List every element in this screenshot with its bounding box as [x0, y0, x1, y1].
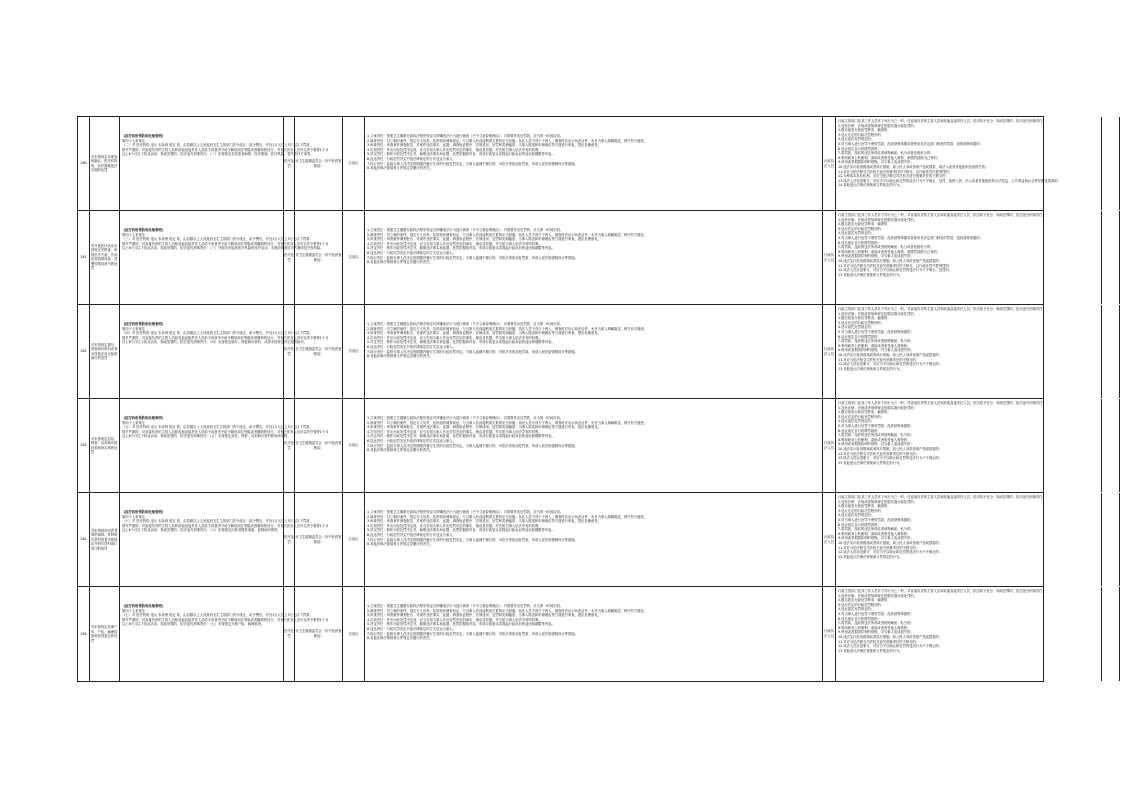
- department-cell: [295, 399, 343, 492]
- text-line: 11.对应当依法移交司法机关追究刑事责任的不移交的；: [838, 545, 920, 550]
- text-line: 9.使用或者损毁扣押的财物，对当事人造成损失的；: [838, 348, 914, 353]
- level: 自治区: [348, 349, 359, 354]
- text-line: 第四十七条规定: [122, 326, 146, 331]
- text-line: 12.执法人员玩忽职守，对应当予以制止和处罚的违法行为不予制止的；: [838, 644, 943, 649]
- text-line: 2.调查责任：对立案的案件，指定专人负责，及时组织调查取证，与当事人有直接利害关系的应当回避。执法人员不得少于两人，调查时应出示执法证件，允许当事人辩解陈述，保守有关秘密。: [367, 608, 648, 613]
- text-line: （二）对 医疗机构 违反 本条例 规定 的，由县级以上人民政府卫生主管部门责令改正，给予警告，并处1万元以上5万元以下罚款；: [122, 143, 313, 148]
- accountability-text: [838, 401, 1099, 465]
- row-number-cell: [78, 305, 90, 398]
- accountability-cell: [836, 493, 1102, 586]
- text-line: 8.其他法律法规规章文件规定应履行的责任。: [367, 260, 433, 265]
- text-line: 5.对当事人进行处罚不使用罚款、没收财物单据或者使用非法定部门制发的罚款、没收财物单据的；: [838, 141, 983, 146]
- text-line: 10.违法实行检查措施或者执行措施，给公民人身或者财产造成损害的；: [838, 258, 943, 263]
- text-line: 10.违法实行检查措施或者执行措施，给公民人身或者财产造成损害的；: [838, 446, 943, 451]
- responsibility-text: [367, 416, 820, 453]
- row-number-cell: [78, 399, 90, 492]
- text-line: 8.利用职务上的便利，索取或者收受他人财物、收缴罚款据为己有的；: [838, 155, 941, 160]
- department-cell: [295, 587, 343, 681]
- accountability-text: [838, 495, 1099, 559]
- text-line: 情节严重的，对直接负责的主管人员和其他直接责任人员给予或者责令给予降低岗位等级或者撤职的处分，对有关医务人员可以责令暂停1个月: [122, 241, 329, 246]
- level: 自治区: [348, 443, 359, 448]
- responsibility-cell: [365, 493, 823, 586]
- text-line: 1.没有法律、法规或者规章规定依据实施行政处罚的；: [838, 123, 917, 128]
- note-cell: [1102, 117, 1120, 210]
- text-line: 13.其他违反法律法规规章文件规定的行为。: [838, 366, 903, 371]
- text-line: 2.调查责任：对立案的案件，指定专人负责，及时组织调查取证，与当事人有直接利害关系的应当回避。执法人员不得少于两人，调查时应出示执法证件，允许当事人辩解陈述，保守有关秘密。: [367, 514, 648, 519]
- law-title: 《医疗纠纷预防和处理条例》: [122, 228, 165, 232]
- responsibility-text: [367, 134, 820, 171]
- text-line: 5.决定责任：制作行政处罚决定书，载明违法事实和证据、处罚依据和内容、申请行政复议或提起行政诉讼的途径和期限等内容。: [367, 340, 555, 345]
- text-line: 3.审查责任：审查案件调查报告，对案件违法事实、证据、调查取证程序、法律适用、处罚种类和幅度、当事人陈述和申辩理由等方面进行审查，提出处理意见。: [367, 237, 601, 242]
- text-line: 6.送达责任：行政处罚决定书按法律规定的方式送达当事人。: [367, 156, 456, 161]
- text-line: （三）对 医疗机构 违反 本条例 规定 的，由县级以上人民政府卫生主管部门责令改正，给予警告，并处1万元以上5万元以下罚款；: [122, 237, 313, 242]
- text-line: 2.擅自改变行政处罚种类、幅度的；: [838, 128, 891, 133]
- text-line: 3.违反法定的行政处罚程序的；: [838, 132, 885, 137]
- power-type: 医疗处罚: [284, 252, 294, 262]
- text-line: 13.其他违反法律法规规章文件规定的行为。: [838, 272, 903, 277]
- text-line: 1.没有法律、法规或者规章规定依据实施行政处罚的；: [838, 311, 917, 316]
- responsibility-text: [367, 604, 820, 641]
- text-line: （五）对 医疗机构 违反 本条例 规定 的，由县级以上人民政府卫生主管部门责令改正，给予警告，并处1万元以上5万元以下罚款；: [122, 425, 313, 430]
- text-line: 1.立案责任：按照卫生健康行政执法程序规定对涉嫌违法行为进行调查（不予立案说明理由）；对需要作出处罚的，应当第一时间告知。: [367, 134, 564, 138]
- text-line: 3.违反法定的行政处罚程序的；: [838, 320, 885, 325]
- accountability-cell: [836, 587, 1102, 681]
- note-cell: [1102, 399, 1120, 492]
- text-line: 7.将罚款、没收的违法所得或者财物截留、私分的；: [838, 433, 914, 438]
- text-line: 6.违反规定自行收缴罚款的；: [838, 522, 881, 527]
- responsible-person-cell: [823, 493, 836, 586]
- text-line: 7.执行责任：监督当事人在决定的期限内履行生效的行政处罚决定。当事人逾期不履行的，可依法采取加处罚款、申请人民法院强制执行等措施。: [367, 161, 578, 166]
- item-name: 对未按规定填写、保管病历资料或者未按规定补记抢救病历的处罚: [91, 342, 118, 361]
- row-number-cell: [78, 493, 90, 586]
- text-line: 8.其他法律法规规章文件规定应履行的责任。: [367, 354, 433, 359]
- text-line: 以上6个月以下执业活动；构成犯罪的，依法追究刑事责任：（七）未按规定开展尸检、病理检查。: [122, 622, 265, 627]
- responsible-person: 行政执法人员: [824, 346, 834, 356]
- department-cell: [295, 117, 343, 210]
- text-line: 行政主管部门及其工作人员有下列行为之一的，对直接负责的主管人员和其他直接责任人员，依法给予处分；构成犯罪的，依法追究刑事责任：: [838, 401, 1046, 405]
- text-line: 情节严重的，对直接负责的主管人员和其他直接责任人员给予或者责令给予降低岗位等级或者撤职的处分，对有关医务人员可以责令暂停1个月: [122, 617, 329, 622]
- level-cell: [343, 493, 365, 586]
- accountability-text: [838, 589, 1099, 653]
- law-title: 《医疗纠纷预防和处理条例》: [122, 416, 165, 420]
- note-cell: [1102, 493, 1120, 586]
- responsibility-cell: [365, 399, 823, 492]
- text-line: 5.对当事人进行处罚不使用罚款、没收财物单据的；: [838, 611, 914, 616]
- department: 市卫生健康委员会（市中医药管理局）: [295, 158, 342, 168]
- text-line: 6.违反规定自行收缴罚款的；: [838, 146, 881, 151]
- text-line: 5.决定责任：制作行政处罚决定书，载明违法事实和证据、处罚依据和内容、申请行政复议或提起行政诉讼的途径和期限等内容。: [367, 246, 555, 251]
- responsibility-cell: [365, 211, 823, 304]
- text-line: 第四十七条规定: [122, 420, 146, 425]
- text-line: 8.利用职务上的便利，索取或者收受他人财物的；: [838, 437, 911, 442]
- item-name-cell: [90, 587, 120, 681]
- power-type-cell: [284, 117, 295, 210]
- text-line: 1.立案责任：按照卫生健康行政执法程序规定对涉嫌违法行为进行调查（不予立案说明理由）；对需要作出处罚的，应当第一时间告知。: [367, 228, 564, 232]
- text-line: 6.送达责任：行政处罚决定书按法律规定的方式送达当事人。: [367, 532, 456, 537]
- text-line: 9.使用或者损毁扣押的财物，对当事人造成损失的；: [838, 536, 914, 541]
- text-line: 4.违反委托处罚规定的；: [838, 325, 875, 330]
- text-line: 2.调查责任：对立案的案件，指定专人负责，及时组织调查取证，与当事人有直接利害关系的应当回避。执法人员不得少于两人，调查时应出示执法证件，允许当事人辩解陈述，保守有关秘密。: [367, 232, 648, 237]
- text-line: 6.送达责任：行政处罚决定书按法律规定的方式送达当事人。: [367, 250, 456, 255]
- law-title: 《医疗纠纷预防和处理条例》: [122, 134, 165, 138]
- text-line: 5.决定责任：制作行政处罚决定书，载明违法事实和证据、处罚依据和内容、申请行政复议或提起行政诉讼的途径和期限等内容。: [367, 152, 555, 157]
- department-cell: [295, 305, 343, 398]
- department-cell: [295, 211, 343, 304]
- text-line: 以上6个月以下执业活动；构成犯罪的，依法追究刑事责任：（三）开展具有较高医疗风险的诊疗活动，未提前预备应对方案防范突发风险。: [122, 246, 324, 251]
- level-cell: [343, 399, 365, 492]
- text-line: 4.告知责任：作出行政处罚决定前，应当告知当事人作出处罚决定的事实、理由及依据，并告知当事人依法享有的权利。: [367, 617, 542, 622]
- power-type: 医疗处罚: [284, 346, 294, 356]
- accountability-text: [838, 213, 1099, 277]
- legal-basis-text: [122, 420, 329, 439]
- text-line: 11.对应当依法移交司法机关追究刑事责任的不移交，以行政处罚代替刑罚的；: [838, 263, 953, 268]
- text-line: 8.利用职务上的便利，索取或者收受他人财物的；: [838, 343, 911, 348]
- text-line: 8.利用职务上的便利，索取或者收受他人财物、收缴罚款据为己有的；: [838, 249, 941, 254]
- text-line: 7.将罚款、没收的违法所得或者财物截留、私分或者变相私分的；: [838, 151, 934, 156]
- row-number: 260: [80, 161, 87, 166]
- text-line: 8.利用职务上的便利，索取或者收受他人财物的；: [838, 531, 911, 536]
- text-line: 行政主管部门及其工作人员有下列行为之一的，对直接负责的主管人员和其他直接责任人员，依法给予处分；构成犯罪的，依法追究刑事责任：: [838, 213, 1046, 217]
- text-line: 11.对应当依法移交司法机关追究刑事责任的不移交的；: [838, 639, 920, 644]
- responsibility-cell: [365, 117, 823, 210]
- text-line: 9.使用或者损毁扣押的财物，对当事人造成损失的；: [838, 630, 914, 635]
- text-line: （六）对 医疗机构 违反 本条例 规定 的，由县级以上人民政府卫生主管部门责令改正，给予警告，并处1万元以上5万元以下罚款；: [122, 519, 313, 524]
- text-line: 12.执法人员玩忽职守，对应当予以制止和处罚的违法行为不予制止的；: [838, 456, 943, 461]
- text-line: 10.违法实行检查措施或者执行措施，给公民人身或者财产造成损害的；: [838, 352, 943, 357]
- text-line: 8.其他法律法规规章文件规定应履行的责任。: [367, 166, 433, 171]
- text-line: 13.执法人员玩忽职守，对应当予以制止和处罚的违法行为不予制止、处罚，致使公民、法人或者其他组织的合法权益、公共利益和社会秩序遭受损害的；: [838, 178, 1061, 183]
- responsibility-table: [77, 116, 1061, 682]
- responsibility-text: [367, 510, 820, 547]
- text-line: 3.违反法定的行政处罚程序的；: [838, 226, 885, 231]
- text-line: 以上6个月以下执业活动；构成犯罪的，依法追究刑事责任：（四）未按规定填写、保管病历资料，或者未按规定补记抢救病历。: [122, 340, 308, 345]
- text-line: 7.将罚款、没收的违法所得或者财物截留、私分或者变相私分的；: [838, 245, 934, 250]
- text-line: 行政主管部门及其工作人员有下列行为之一的，对直接负责的主管人员和其他直接责任人员，依法给予处分；构成犯罪的，依法追究刑事责任：: [838, 119, 1046, 123]
- text-line: 7.将罚款、没收的违法所得或者财物截留、私分的；: [838, 621, 914, 626]
- text-line: 4.违反委托处罚规定的；: [838, 137, 875, 142]
- legal-basis-text: [122, 514, 329, 533]
- responsible-person-cell: [823, 399, 836, 492]
- text-line: 1.立案责任：按照卫生健康行政执法程序规定对涉嫌违法行为进行调查（不予立案说明理由）；对需要作出处罚的，应当第一时间告知。: [367, 416, 564, 420]
- level: 自治区: [348, 161, 359, 166]
- text-line: 6.送达责任：行政处罚决定书按法律规定的方式送达当事人。: [367, 626, 456, 631]
- text-line: 12.执法人员玩忽职守，对应当予以制止和处罚的违法行为不予制止的；: [838, 550, 943, 555]
- text-line: 9.使用或者损毁扣押的财物，对当事人造成损失的；: [838, 254, 914, 259]
- level-cell: [343, 117, 365, 210]
- text-line: 3.审查责任：审查案件调查报告，对案件违法事实、证据、调查取证程序、法律适用、处罚种类和幅度、当事人陈述和申辩理由等方面进行审查，提出处理意见。: [367, 519, 601, 524]
- text-line: 4.违反委托处罚规定的；: [838, 607, 875, 612]
- row-number: 261: [80, 255, 87, 260]
- department: 市卫生健康委员会（市中医药管理局）: [295, 440, 342, 450]
- power-type: 医疗处罚: [284, 534, 294, 544]
- text-line: 3.审查责任：审查案件调查报告，对案件违法事实、证据、调查取证程序、法律适用、处罚种类和幅度、当事人陈述和申辩理由等方面进行审查，提出处理意见。: [367, 613, 601, 618]
- text-line: 第四十七条规定: [122, 608, 146, 613]
- responsible-person: 行政执法人员: [824, 534, 834, 544]
- text-line: 情节严重的，对直接负责的主管人员和其他直接责任人员给予或者责令给予降低岗位等级或者撤职的处分，对有关医务人员可以责令暂停1个月: [122, 335, 329, 340]
- text-line: 1.没有法律、法规或者规章规定依据实施行政处罚的；: [838, 405, 917, 410]
- text-line: 8.其他法律法规规章文件规定应履行的责任。: [367, 542, 433, 547]
- item-name: 对开展医疗活动未按规定安排查、审核医疗方案、告知患者知情同意、签署知情同意书的处罚: [91, 243, 118, 271]
- responsible-person-cell: [823, 305, 836, 398]
- power-type-cell: [284, 587, 295, 681]
- item-name-cell: [90, 493, 120, 586]
- responsibility-cell: [365, 587, 823, 681]
- text-line: 行政主管部门及其工作人员有下列行为之一的，对直接负责的主管人员和其他直接责任人员，依法给予处分；构成犯罪的，依法追究刑事责任：: [838, 495, 1046, 499]
- item-name-cell: [90, 211, 120, 304]
- item-name-cell: [90, 305, 120, 398]
- text-line: （七）对 医疗机构 违反 本条例 规定 的，由县级以上人民政府卫生主管部门责令改正，给予警告，并处1万元以上5万元以下罚款；: [122, 613, 313, 618]
- text-line: 2.擅自改变行政处罚种类、幅度的；: [838, 504, 891, 509]
- text-line: 7.执行责任：监督当事人在决定的期限内履行生效的行政处罚决定。当事人逾期不履行的，可依法采取加处罚款、申请人民法院强制执行等措施。: [367, 349, 578, 354]
- item-name: 对未按规定向患者提供查阅、复制病历资料或者未按规定对病历资料进行复印的处罚: [91, 528, 118, 551]
- table-row: [78, 117, 1061, 211]
- text-line: 4.违反委托处罚规定的；: [838, 231, 875, 236]
- text-line: 12.执法人员玩忽职守，对应当予以制止和处罚的违法行为不予制止的；: [838, 362, 943, 367]
- text-line: 情节严重的，对直接负责的主管人员和其他直接责任人员给予或者责令给予降低岗位等级或者撤职的处分，对有关医务人员可以责令暂停1个月: [122, 429, 329, 434]
- text-line: 3.审查责任：审查案件调查报告，对案件违法事实、证据、调查取证程序、法律适用、处罚种类和幅度、当事人陈述和申辩理由等方面进行审查，提出处理意见。: [367, 143, 601, 148]
- level-cell: [343, 587, 365, 681]
- accountability-cell: [836, 211, 1102, 304]
- level: 自治区: [348, 631, 359, 636]
- text-line: 以上6个月以下执业活动；构成犯罪的，依法追究刑事责任：（六）未按规定向患者提供查阅、复制病历资料。: [122, 528, 281, 533]
- text-line: 5.对当事人进行处罚不使用罚款、没收财物单据的；: [838, 517, 914, 522]
- text-line: 2.擅自改变行政处罚种类、幅度的；: [838, 316, 891, 321]
- accountability-text: [838, 307, 1099, 371]
- text-line: 12.为牟取本单位私利，对应当依法移交司法机关追究刑事责任的不移交的；: [838, 174, 949, 179]
- responsibility-cell: [365, 305, 823, 398]
- text-line: 1.立案责任：按照卫生健康行政执法程序规定对涉嫌违法行为进行调查（不予立案说明理由）；对需要作出处罚的，应当第一时间告知。: [367, 322, 564, 326]
- power-type: 医疗处罚: [284, 629, 294, 638]
- text-line: 4.告知责任：作出行政处罚决定前，应当告知当事人作出处罚决定的事实、理由及依据，并告知当事人依法享有的权利。: [367, 523, 542, 528]
- text-line: 11.对应当依法移交司法机关追究刑事责任的不移交，以行政处罚代替刑罚的；: [838, 169, 953, 174]
- power-type: 医疗处罚: [284, 158, 294, 168]
- power-type-cell: [284, 305, 295, 398]
- text-line: 13.其他违反法律法规规章文件规定的行为。: [838, 648, 903, 653]
- table-row: [78, 587, 1046, 681]
- text-line: 10.违法实行检查措施或者执行措施，给公民人身或者财产造成损害、给法人或者其他组织造成损失的；: [838, 164, 989, 169]
- text-line: 2.擅自改变行政处罚种类、幅度的；: [838, 410, 891, 415]
- text-line: 以上6个月以下执业活动；构成犯罪的，依法追究刑事责任：（二）未按规定告知患者病情、医疗措施、医疗风险、替代医疗方案等。: [122, 152, 314, 157]
- text-line: 5.对当事人进行处罚不使用罚款、没收财物单据或者使用非法定部门制发的罚款、没收财物单据的；: [838, 235, 983, 240]
- text-line: 13.其他违反法律法规规章文件规定的行为。: [838, 460, 903, 465]
- text-line: 5.对当事人进行处罚不使用罚款、没收财物单据的；: [838, 329, 914, 334]
- text-line: 3.违反法定的行政处罚程序的；: [838, 414, 885, 419]
- power-type-cell: [284, 399, 295, 492]
- responsibility-text: [367, 228, 820, 265]
- note-cell: [1102, 305, 1120, 398]
- text-line: 11.对应当依法移交司法机关追究刑事责任的不移交的；: [838, 357, 920, 362]
- law-title: 《医疗纠纷预防和处理条例》: [122, 322, 165, 326]
- power-type-cell: [284, 211, 295, 304]
- text-line: 3.审查责任：审查案件调查报告，对案件违法事实、证据、调查取证程序、法律适用、处罚种类和幅度、当事人陈述和申辩理由等方面进行审查，提出处理意见。: [367, 425, 601, 430]
- text-line: 6.违反规定自行收缴罚款的；: [838, 616, 881, 621]
- text-line: 7.执行责任：监督当事人在决定的期限内履行生效的行政处罚决定。当事人逾期不履行的，可依法采取加处罚款、申请人民法院强制执行等措施。: [367, 443, 578, 448]
- legal-basis-text: [122, 138, 329, 157]
- department: 市卫生健康委员会（市中医药管理局）: [295, 534, 342, 544]
- law-title: 《医疗纠纷预防和处理条例》: [122, 604, 165, 608]
- item-name-cell: [90, 399, 120, 492]
- text-line: 2.调查责任：对立案的案件，指定专人负责，及时组织调查取证，与当事人有直接利害关系的应当回避。执法人员不得少于两人，调查时应出示执法证件，允许当事人辩解陈述，保守有关秘密。: [367, 138, 648, 143]
- text-line: 4.告知责任：作出行政处罚决定前，应当告知当事人作出处罚决定的事实、理由及依据，并告知当事人依法享有的权利。: [367, 241, 542, 246]
- text-line: 6.送达责任：行政处罚决定书按法律规定的方式送达当事人。: [367, 438, 456, 443]
- level-cell: [343, 305, 365, 398]
- accountability-cell: [836, 305, 1102, 398]
- text-line: 4.告知责任：作出行政处罚决定前，应当告知当事人作出处罚决定的事实、理由及依据，并告知当事人依法享有的权利。: [367, 429, 542, 434]
- power-type-cell: [284, 493, 295, 586]
- row-number: 264: [80, 537, 87, 542]
- table-row: [78, 211, 1046, 305]
- text-line: 2.调查责任：对立案的案件，指定专人负责，及时组织调查取证，与当事人有直接利害关系的应当回避。执法人员不得少于两人，调查时应出示执法证件，允许当事人辩解陈述，保守有关秘密。: [367, 326, 648, 331]
- text-line: 1.没有法律、法规或者规章规定依据实施行政处罚的；: [838, 499, 917, 504]
- text-line: 7.执行责任：监督当事人在决定的期限内履行生效的行政处罚决定。当事人逾期不履行的，可依法采取加处罚款、申请人民法院强制执行等措施。: [367, 537, 578, 542]
- note-cell: [1102, 211, 1120, 304]
- text-line: 以上6个月以下执业活动；构成犯罪的，依法追究刑事责任：（五）未按规定封存、保管、启封病历资料和现场实物。: [122, 434, 291, 439]
- power-type: 医疗处罚: [284, 440, 294, 450]
- department: 市卫生健康委员会（市中医药管理局）: [295, 346, 342, 356]
- text-line: 2.擅自改变行政处罚种类、幅度的；: [838, 222, 891, 227]
- text-line: 情节严重的，对直接负责的主管人员和其他直接责任人员给予或者责令给予降低岗位等级或者撤职的处分，对有关医务人员可以责令暂停1个月: [122, 523, 329, 528]
- text-line: 9.使用或者损毁扣押的财物，对当事人造成损失的；: [838, 442, 914, 447]
- text-line: 行政主管部门及其工作人员有下列行为之一的，对直接负责的主管人员和其他直接责任人员，依法给予处分；构成犯罪的，依法追究刑事责任：: [838, 307, 1046, 311]
- level: 自治区: [348, 255, 359, 260]
- text-line: 14.其他违反法律法规规章文件规定的行为。: [838, 183, 903, 188]
- text-line: 7.将罚款、没收的违法所得或者财物截留、私分的；: [838, 527, 914, 532]
- text-line: 3.违反法定的行政处罚程序的；: [838, 508, 885, 513]
- text-line: 7.执行责任：监督当事人在决定的期限内履行生效的行政处罚决定。当事人逾期不履行的，可依法采取加处罚款、申请人民法院强制执行等措施。: [367, 631, 578, 636]
- text-line: （四）对 医疗机构 违反 本条例 规定 的，由县级以上人民政府卫生主管部门责令改正，给予警告，并处1万元以上5万元以下罚款；: [122, 331, 313, 336]
- text-line: 1.立案责任：按照卫生健康行政执法程序规定对涉嫌违法行为进行调查（不予立案说明理由）；对需要作出处罚的，应当第一时间告知。: [367, 510, 564, 514]
- text-line: 11.对应当依法移交司法机关追究刑事责任的不移交的；: [838, 451, 920, 456]
- item-name: 对未按规定封存、保管、启封病历资料和现场实物的处罚: [91, 436, 118, 455]
- responsible-person-cell: [823, 587, 836, 681]
- text-line: 4.告知责任：作出行政处罚决定前，应当告知当事人作出处罚决定的事实、理由及依据，并告知当事人依法享有的权利。: [367, 147, 542, 152]
- department: 市卫生健康委员会（市中医药管理局）: [295, 629, 342, 638]
- row-number-cell: [78, 211, 90, 304]
- text-line: 3.审查责任：审查案件调查报告，对案件违法事实、证据、调查取证程序、法律适用、处罚种类和幅度、当事人陈述和申辩理由等方面进行审查，提出处理意见。: [367, 331, 601, 336]
- legal-basis-text: [122, 232, 329, 251]
- legal-basis-text: [122, 608, 329, 627]
- text-line: 6.违反规定自行收缴罚款的；: [838, 240, 881, 245]
- law-title: 《医疗纠纷预防和处理条例》: [122, 510, 165, 514]
- row-number: 262: [80, 349, 87, 354]
- responsible-person-cell: [823, 117, 836, 210]
- responsible-person-cell: [823, 211, 836, 304]
- text-line: 4.违反委托处罚规定的；: [838, 419, 875, 424]
- accountability-cell: [836, 117, 1102, 210]
- responsible-person: 行政执法人员: [824, 252, 834, 262]
- text-line: 8.其他法律法规规章文件规定应履行的责任。: [367, 636, 433, 641]
- item-name-cell: [90, 117, 120, 210]
- level: 自治区: [348, 537, 359, 542]
- text-line: 13.其他违反法律法规规章文件规定的行为。: [838, 554, 903, 559]
- text-line: 8.其他法律法规规章文件规定应履行的责任。: [367, 448, 433, 453]
- level-cell: [343, 211, 365, 304]
- legal-basis-text: [122, 326, 329, 345]
- table-row: [78, 399, 1046, 493]
- row-number: 263: [80, 443, 87, 448]
- text-line: 5.决定责任：制作行政处罚决定书，载明违法事实和证据、处罚依据和内容、申请行政复议或提起行政诉讼的途径和期限等内容。: [367, 622, 555, 627]
- row-number-cell: [78, 117, 90, 210]
- note-cell: [1102, 587, 1120, 681]
- text-line: 10.违法实行检查措施或者执行措施，给公民人身或者财产造成损害的；: [838, 540, 943, 545]
- item-name: 对未按规定办理复核确认、医疗机构的、医疗器械违法实施的处罚: [91, 154, 118, 173]
- text-line: 1.没有法律、法规或者规章规定依据实施行政处罚的；: [838, 217, 917, 222]
- item-name: 对未按规定处理尸体、尸检、病理检查和死因鉴定的处罚: [91, 624, 118, 643]
- text-line: 1.立案责任：按照卫生健康行政执法程序规定对涉嫌违法行为进行调查（不予立案说明理由）；对需要作出处罚的，应当第一时间告知。: [367, 604, 564, 608]
- text-line: 6.违反规定自行收缴罚款的；: [838, 428, 881, 433]
- text-line: 12.执法人员玩忽职守，对应当予以制止和处罚的违法行为不予制止、处罚的；: [838, 268, 953, 273]
- text-line: 10.违法实行检查措施或者执行措施，给公民人身或者财产造成损害的；: [838, 634, 943, 639]
- table-row: [78, 493, 1046, 587]
- responsible-person: 行政执法人员: [824, 629, 834, 638]
- table-row: [78, 305, 1046, 399]
- responsible-person: 行政执法人员: [824, 440, 834, 450]
- department-cell: [295, 493, 343, 586]
- accountability-text: [838, 119, 1099, 188]
- text-line: 5.对当事人进行处罚不使用罚款、没收财物单据的；: [838, 423, 914, 428]
- accountability-cell: [836, 399, 1102, 492]
- text-line: 6.送达责任：行政处罚决定书按法律规定的方式送达当事人。: [367, 344, 456, 349]
- text-line: 9.使用或者损毁扣押的财物，对当事人造成损失的；: [838, 160, 914, 165]
- text-line: 第四十七条规定: [122, 514, 146, 519]
- department: 市卫生健康委员会（市中医药管理局）: [295, 252, 342, 262]
- text-line: 行政主管部门及其工作人员有下列行为之一的，对直接负责的主管人员和其他直接责任人员，依法给予处分；构成犯罪的，依法追究刑事责任：: [838, 589, 1046, 593]
- text-line: 7.执行责任：监督当事人在决定的期限内履行生效的行政处罚决定。当事人逾期不履行的，可依法采取加处罚款、申请人民法院强制执行等措施。: [367, 255, 578, 260]
- responsibility-text: [367, 322, 820, 359]
- text-line: 2.擅自改变行政处罚种类、幅度的；: [838, 598, 891, 603]
- text-line: 3.违反法定的行政处罚程序的；: [838, 602, 885, 607]
- row-number-cell: [78, 587, 90, 681]
- row-number: 265: [80, 631, 87, 636]
- text-line: 4.违反委托处罚规定的；: [838, 513, 875, 518]
- text-line: 8.利用职务上的便利，索取或者收受他人财物的；: [838, 625, 911, 630]
- text-line: 第四十七条规定: [122, 138, 146, 143]
- text-line: 2.调查责任：对立案的案件，指定专人负责，及时组织调查取证，与当事人有直接利害关系的应当回避。执法人员不得少于两人，调查时应出示执法证件，允许当事人辩解陈述，保守有关秘密。: [367, 420, 648, 425]
- text-line: 第四十七条规定: [122, 232, 146, 237]
- text-line: 5.决定责任：制作行政处罚决定书，载明违法事实和证据、处罚依据和内容、申请行政复议或提起行政诉讼的途径和期限等内容。: [367, 434, 555, 439]
- text-line: 情节严重的，对直接负责的主管人员和其他直接责任人员给予或者责令给予降低岗位等级或者撤职的处分，对有关医务人员可以责令暂停1个月: [122, 147, 329, 152]
- text-line: 6.违反规定自行收缴罚款的；: [838, 334, 881, 339]
- text-line: 4.告知责任：作出行政处罚决定前，应当告知当事人作出处罚决定的事实、理由及依据，并告知当事人依法享有的权利。: [367, 335, 542, 340]
- text-line: 5.决定责任：制作行政处罚决定书，载明违法事实和证据、处罚依据和内容、申请行政复议或提起行政诉讼的途径和期限等内容。: [367, 528, 555, 533]
- responsible-person: 行政执法人员: [824, 158, 834, 168]
- text-line: 7.将罚款、没收的违法所得或者财物截留、私分的；: [838, 339, 914, 344]
- text-line: 1.没有法律、法规或者规章规定依据实施行政处罚的；: [838, 593, 917, 598]
